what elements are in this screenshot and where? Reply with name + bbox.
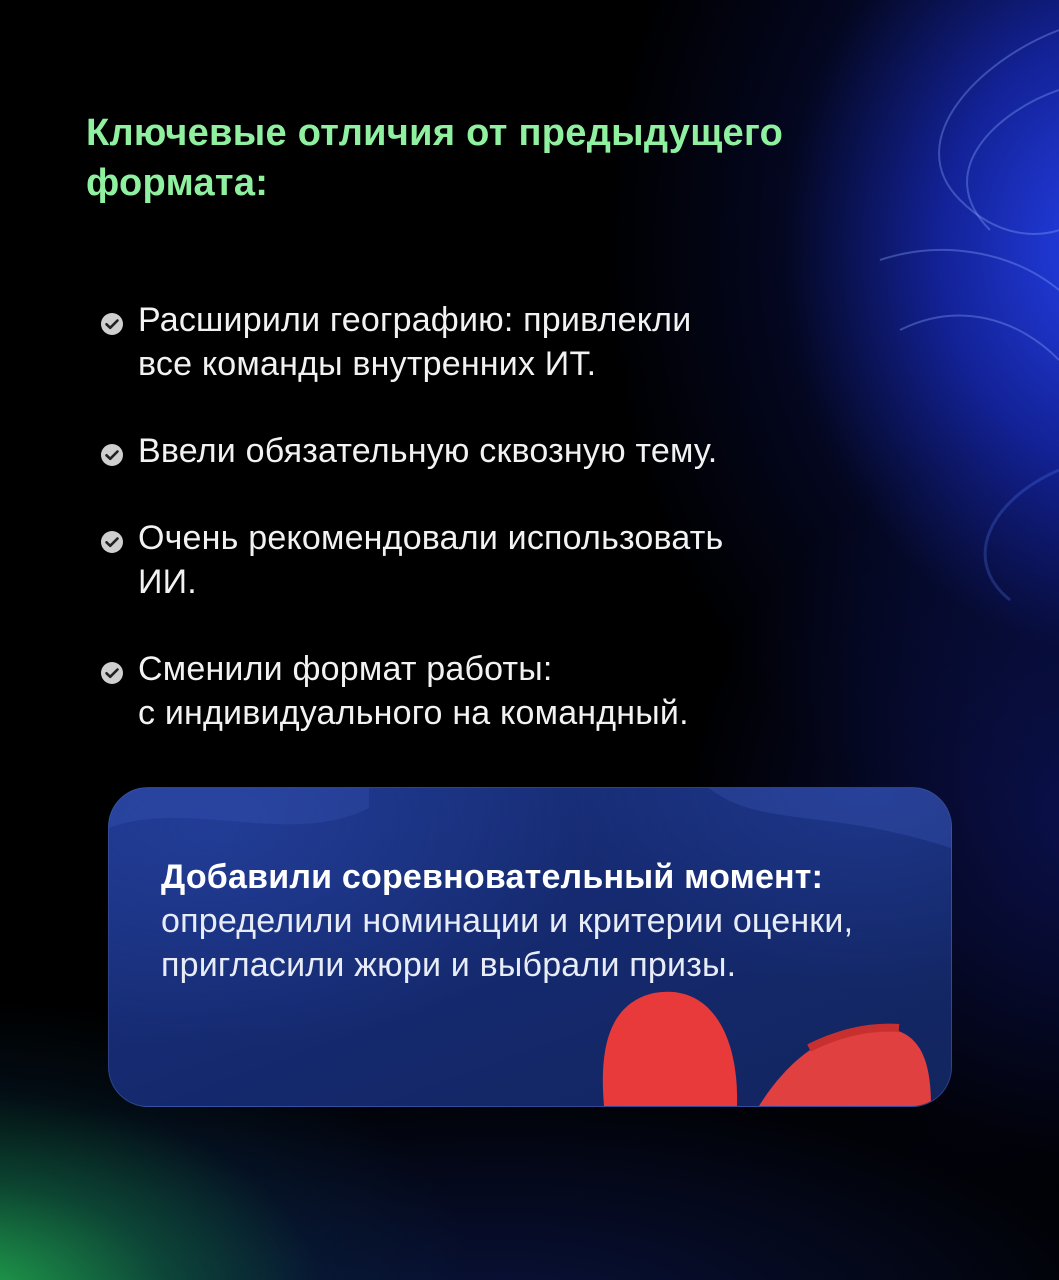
list-item-line: Расширили географию: привлекли <box>138 301 692 339</box>
list-item-text <box>138 647 689 735</box>
list-item <box>100 647 960 735</box>
list-item-line: Сменили формат работы: <box>138 650 553 688</box>
card-text <box>161 855 921 987</box>
differences-list <box>100 298 960 778</box>
list-item-line: Ввели обязательную сквозную тему. <box>138 432 718 470</box>
list-item-text <box>138 298 691 386</box>
list-item-line: ИИ. <box>138 563 197 601</box>
highlight-card <box>108 787 952 1107</box>
check-circle-icon <box>100 312 124 336</box>
card-body: определили номинации и критерии оценки, пригласили жюри и выбрали призы. <box>161 902 854 984</box>
list-item <box>100 298 960 386</box>
list-item-line: все команды внутренних ИТ. <box>138 345 597 383</box>
list-item-text <box>138 429 717 473</box>
card-heading: Добавили соревновательный момент: <box>161 858 824 896</box>
list-item <box>100 429 960 473</box>
check-circle-icon <box>100 443 124 467</box>
list-item-text <box>138 516 723 604</box>
page-title: Ключевые отличия от предыдущего формата: <box>86 112 784 204</box>
list-item <box>100 516 960 604</box>
list-item-line: с индивидуального на командный. <box>138 694 689 732</box>
list-item-line: Очень рекомендовали использовать <box>138 519 724 557</box>
check-circle-icon <box>100 530 124 554</box>
check-circle-icon <box>100 661 124 685</box>
